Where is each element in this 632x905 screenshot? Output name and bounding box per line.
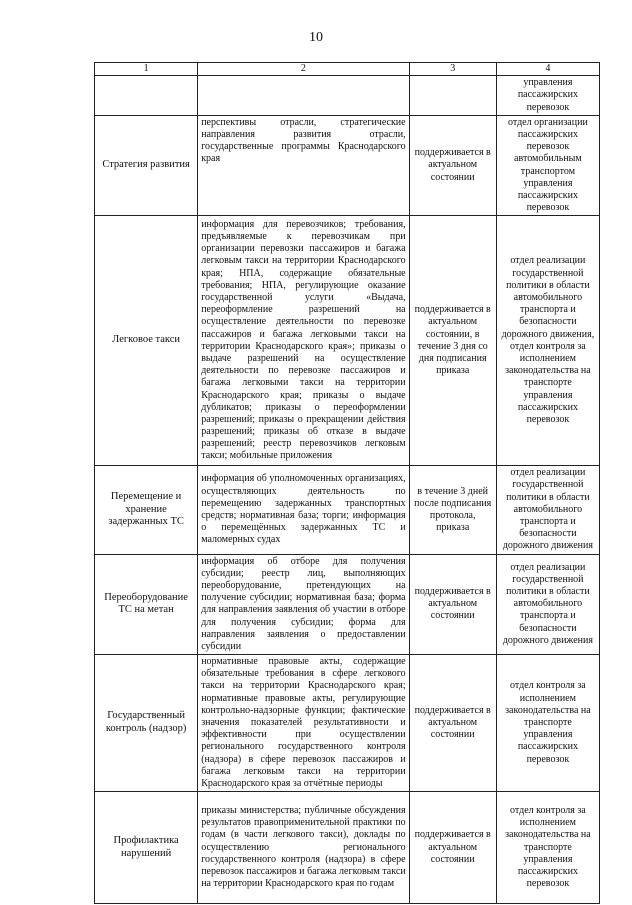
cell-status: поддерживается в актуальном состоянии	[409, 655, 496, 792]
table-row	[95, 216, 600, 466]
cell-responsible: отдел реализации государственной политики в области автомобильного транспорта и безопасности дорожного движения, отдел контроля за исполнением законодательства на транспорте управления пассажирских перевозок	[496, 216, 599, 466]
cell-status: поддерживается в актуальном состоянии	[409, 554, 496, 655]
cell-name: Профилактика нарушений	[95, 792, 198, 904]
cell-responsible: отдел контроля за исполнением законодательства на транспорте управления пассажирских перевозок	[496, 792, 599, 904]
cell-content: информация об отборе для получения субсидии; реестр лиц, выполняющих переоборудование, претендующих на получение субсидии; нормативная база; форма для направления заявления об участии в отборе для получения субсидии; форма для направления заявления о предоставлении субсидии	[198, 554, 409, 655]
cell-status: в течение 3 дней после подписания протокола, приказа	[409, 466, 496, 554]
table-header-row	[95, 63, 600, 76]
cell-responsible: отдел реализации государственной политики в области автомобильного транспорта и безопасности дорожного движения	[496, 554, 599, 655]
table-row	[95, 655, 600, 792]
cell-status: поддерживается в актуальном состоянии	[409, 792, 496, 904]
cell-content: информация об уполномоченных организациях, осуществляющих деятельность по перемещению задержанных транспортных средств; нормативная база; торги; информация о перемещённых задержанных ТС и маломерных судах	[198, 466, 409, 554]
header-col-3: 3	[409, 63, 496, 76]
cell-content: информация для перевозчиков; требования, предъявляемые к перевозчикам при организации перевозки пассажиров и багажа легковым такси на территории Краснодарского края; НПА, содержащие обязательные требования; НПА, регулирующие оказание государственной услуги «Выдача, переоформление разрешений на осуществление деятельности по перевозке пассажиров и багажа легковыми такси на территории Краснодарского края»; приказы о выдаче разрешений на осуществление деятельности по перевозке пассажиров и багажа легковыми такси на территории Краснодарского края; приказы о выдаче дубликатов; приказы о переоформлении разрешений; приказы о прекращении действия разрешений; приказы об отказе в выдаче разрешений; реестр перевозчиков легковым такси; мобильные приложения	[198, 216, 409, 466]
table-row	[95, 466, 600, 554]
table-row	[95, 554, 600, 655]
cell-responsible: отдел реализации государственной политики в области автомобильного транспорта и безопасности дорожного движения	[496, 466, 599, 554]
header-col-4: 4	[496, 63, 599, 76]
cell-continuation: управления пассажирских перевозок	[496, 76, 599, 116]
header-col-2: 2	[198, 63, 409, 76]
cell-content: нормативные правовые акты, содержащие обязательные требования в сфере легкового такси на территории Краснодарского края; нормативные правовые акты, регулирующие контрольно-надзорные функции; фактические значения показателей результативности и эффективности при осуществлении регионального государственного контроля (надзора) в сфере перевозок пассажиров и багажа легковым такси на территории Краснодарского края за отчётные периоды	[198, 655, 409, 792]
table-row-continuation	[95, 76, 600, 116]
cell-responsible: отдел контроля за исполнением законодательства на транспорте управления пассажирских перевозок	[496, 655, 599, 792]
cell-responsible: отдел организации пассажирских перевозок автомобильным транспортом управления пассажирских перевозок	[496, 115, 599, 216]
table-row	[95, 115, 600, 216]
cell-name: Переоборудование ТС на метан	[95, 554, 198, 655]
cell-name: Государственный контроль (надзор)	[95, 655, 198, 792]
cell-name: Перемещение и хранение задержанных ТС	[95, 466, 198, 554]
page-number: 10	[309, 30, 323, 45]
header-col-1: 1	[95, 63, 198, 76]
cell-content: приказы министерства; публичные обсуждения результатов правоприменительной практики по годам (в части легкового такси), доклады по осуществлению регионального государственного контроля (надзора) в сфере перевозок пассажиров и багажа легковым такси на территории Краснодарского края по годам	[198, 792, 409, 904]
cell-name: Стратегия развития	[95, 115, 198, 216]
data-table	[94, 62, 600, 904]
cell-content: перспективы отрасли, стратегические направления развития отрасли, государственные программы Краснодарского края	[198, 115, 409, 216]
cell-name: Легковое такси	[95, 216, 198, 466]
cell-status: поддерживается в актуальном состоянии, в течение 3 дня со дня подписания приказа	[409, 216, 496, 466]
table-row	[95, 792, 600, 904]
cell-status: поддерживается в актуальном состоянии	[409, 115, 496, 216]
